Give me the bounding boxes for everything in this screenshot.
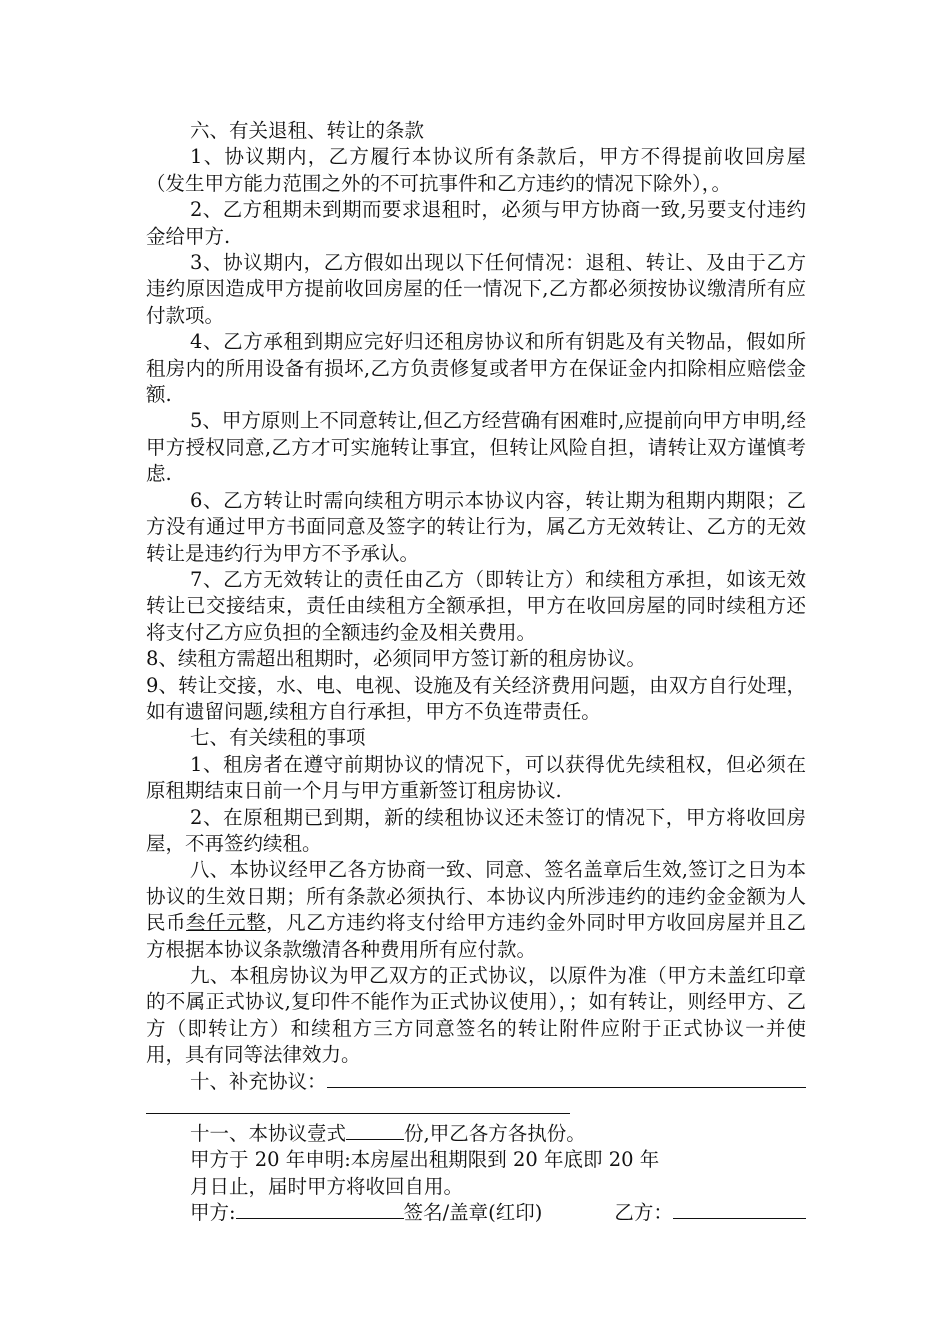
section-8-text-before: 八、本协议经甲乙各方协商一致、同意、签名盖章后生效,签订之日为本协议的生效日期；所有条款必须执行、本协议内所涉违约的违约金金额为人民币 (146, 858, 806, 935)
section-6-clause-9: 9、转让交接，水、电、电视、设施及有关经济费用问题，由双方自行处理，如有遗留问题,续租方自行承担，甲方不负连带责任。 (146, 673, 806, 723)
section-6-clause-3: 3、协议期内，乙方假如出现以下任何情况：退租、转让、及由于乙方违约原因造成甲方提前收回房屋的任一情况下,乙方都必须按协议缴清所有应付款项。 (146, 251, 806, 327)
declaration-line-2: 月日止，届时甲方将收回自用。 (190, 1174, 464, 1198)
section-6-clause-6: 6、乙方转让时需向续租方明示本协议内容，转让期为租期内期限；乙方没有通过甲方书面同意及签字的转让行为，属乙方无效转让、乙方的无效转让是违约行为甲方不予承认。 (146, 488, 806, 565)
party-a-signature-blank[interactable] (236, 1200, 404, 1219)
section-6-clause-2: 2、乙方租期未到期而要求退租时，必须与甲方协商一致,另要支付违约金给甲方. (146, 198, 806, 248)
declaration-line-1: 甲方于 20 年申明:本房屋出租期限到 20 年底即 20 年 (190, 1148, 660, 1172)
section-11-text-after: 份,甲乙各方各执份。 (404, 1122, 586, 1146)
section-10-label: 十、补充协议： (190, 1069, 327, 1093)
party-b-label: 乙方： (614, 1201, 673, 1225)
section-10-row (146, 1069, 806, 1095)
party-b-signature-blank[interactable] (673, 1200, 806, 1219)
section-7-heading: 七、有关续租的事项 (190, 726, 366, 750)
section-9-paragraph: 九、本租房协议为甲乙双方的正式协议，以原件为准（甲方未盖红印章的不属正式协议,复印件不能作为正式协议使用），；如有转让，则经甲方、乙方（即转让方）和续租方三方同意签名的转让附件应附于正式协议一并使用，具有同等法律效力。 (146, 964, 806, 1067)
section-6-clause-7: 7、乙方无效转让的责任由乙方（即转让方）和续租方承担，如该无效转让已交接结束，责任由续租方全额承担，甲方在收回房屋的同时续租方还将支付乙方应负担的全额违约金及相关费用。 (146, 567, 806, 644)
supplementary-blank-row-2 (146, 1095, 806, 1121)
supplementary-agreement-blank-2[interactable] (146, 1095, 570, 1114)
section-8-text-after: ，凡乙方违约将支付给甲方违约金外同时甲方收回房屋并且乙方根据本协议条款缴清各种费用所有应付款。 (146, 911, 806, 961)
section-8-paragraph (146, 857, 806, 963)
section-6-clause-8: 8、续租方需超出租期时，必须同甲方签订新的租房协议。 (146, 647, 646, 671)
section-7-clause-1: 1、租房者在遵守前期协议的情况下，可以获得优先续租权，但必须在原租期结束日前一个月与甲方重新签订租房协议. (146, 752, 806, 803)
copies-count-blank[interactable] (346, 1121, 404, 1140)
section-6-clause-5: 5、甲方原则上不同意转让,但乙方经营确有困难时,应提前向甲方申明,经甲方授权同意,乙方才可实施转让事宜，但转让风险自担，请转让双方谨慎考虑. (146, 409, 807, 486)
penalty-amount: 叁仟元整 (186, 911, 267, 935)
section-6-clause-1: 1、协议期内，乙方履行本协议所有条款后，甲方不得提前收回房屋（发生甲方能力范围之外的不可抗事件和乙方违约的情况下除外），。 (146, 145, 806, 195)
section-7-clause-2: 2、在原租期已到期，新的续租协议还未签订的情况下，甲方将收回房屋，不再签约续租。 (146, 805, 806, 855)
section-11-text-before: 十一、本协议壹式 (190, 1122, 347, 1146)
section-6-heading: 六、有关退租、转让的条款 (190, 119, 425, 142)
section-11-row (146, 1121, 806, 1147)
contract-page (146, 118, 806, 1227)
sign-seal-label: 签名/盖章(红印) (403, 1201, 543, 1225)
signature-row (146, 1200, 806, 1226)
section-6-clause-4: 4、乙方承租到期应完好归还租房协议和所有钥匙及有关物品，假如所租房内的所用设备有损坏,乙方负责修复或者甲方在保证金内扣除相应赔偿金额. (146, 330, 806, 407)
party-a-label: 甲方: (190, 1201, 236, 1225)
supplementary-agreement-blank[interactable] (327, 1069, 806, 1088)
